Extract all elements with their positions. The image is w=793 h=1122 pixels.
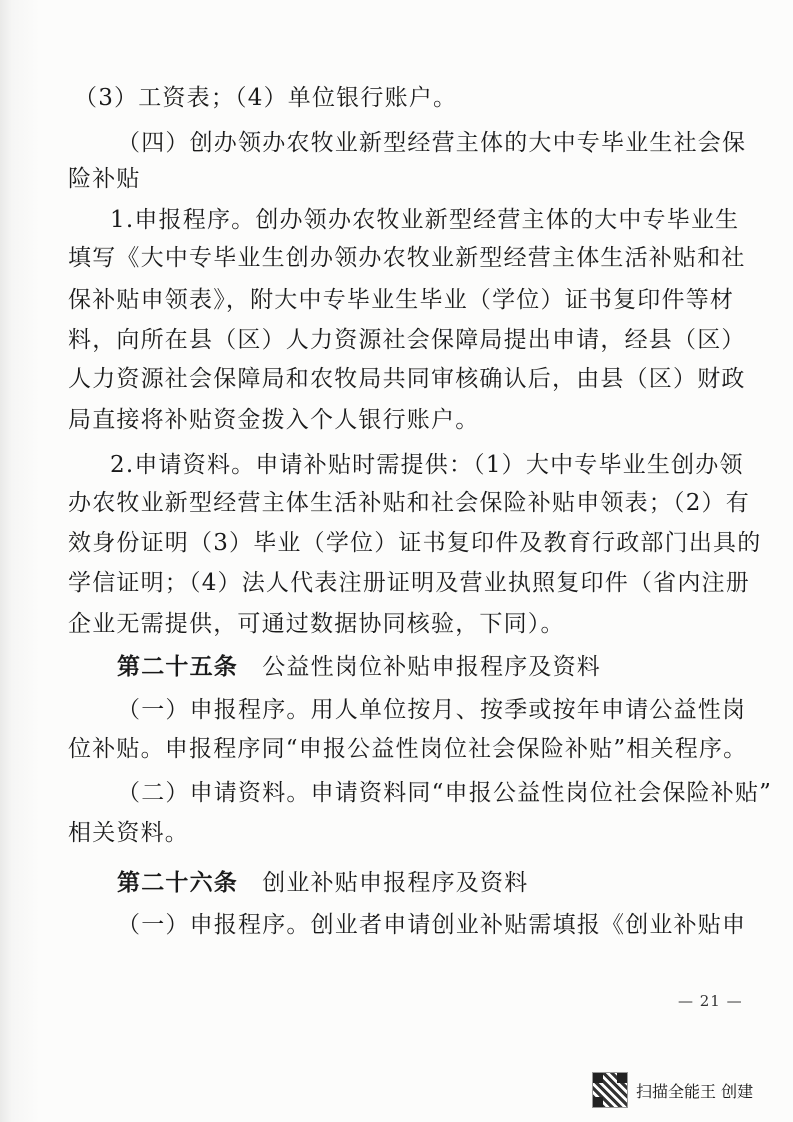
article-26-title: 创业补贴申报程序及资料 [238,870,529,896]
text-line-9: 局直接将补贴资金拨入个人银行账户。 [68,407,480,433]
text-line-3: 险补贴 [68,166,141,192]
article-25-title: 公益性岗位补贴申报程序及资料 [238,654,601,680]
qr-code-icon [592,1072,628,1108]
text-line-19: 相关资料。 [68,820,189,846]
text-line-16: （一）申报程序。用人单位按月、按季或按年申请公益性岗 [117,697,747,723]
text-line-13: 学信证明；（4）法人代表注册证明及营业执照复印件（省内注册 [68,570,750,596]
text-line-2: （四）创办领办农牧业新型经营主体的大中专毕业生社会保 [117,130,747,156]
text-line-1: （3）工资表；（4）单位银行账户。 [74,85,458,111]
text-line-11: 办农牧业新型经营主体生活补贴和社会保险补贴申领表；（2）有 [68,490,750,516]
article-25-number: 第二十五条 [117,653,238,680]
text-line-8: 人力资源社会保障局和农牧局共同审核确认后，由县（区）财政 [68,366,746,392]
text-line-6: 保补贴申领表》，附大中专毕业生毕业（学位）证书复印件等材 [68,287,735,313]
text-line-18: （二）申请资料。申请资料同“申报公益性岗位社会保险补贴” [117,780,773,806]
page-number: — 21 — [678,992,743,1010]
text-line-21: （一）申报程序。创业者申请创业补贴需填报《创业补贴申 [117,912,747,938]
article-26-heading [117,868,528,898]
article-26-number: 第二十六条 [117,869,238,896]
scanner-watermark [592,1072,753,1108]
text-line-17: 位补贴。申报程序同“申报公益性岗位社会保险补贴”相关程序。 [68,736,748,762]
text-line-10: 2.申请资料。申请补贴时需提供：（1）大中专毕业生创办领 [110,452,744,478]
article-25-heading [117,652,601,682]
text-line-5: 填写《大中专毕业生创办领办农牧业新型经营主体生活补贴和社 [68,245,746,271]
text-line-12: 效身份证明（3）毕业（学位）证书复印件及教育行政部门出具的 [68,530,762,556]
text-line-4: 1.申报程序。创办领办农牧业新型经营主体的大中专毕业生 [110,207,740,233]
text-line-7: 料，向所在县（区）人力资源社会保障局提出申请，经县（区） [68,327,746,353]
watermark-text: 扫描全能王 创建 [636,1081,754,1101]
text-line-14: 企业无需提供，可通过数据协同核验，下同）。 [68,611,565,637]
